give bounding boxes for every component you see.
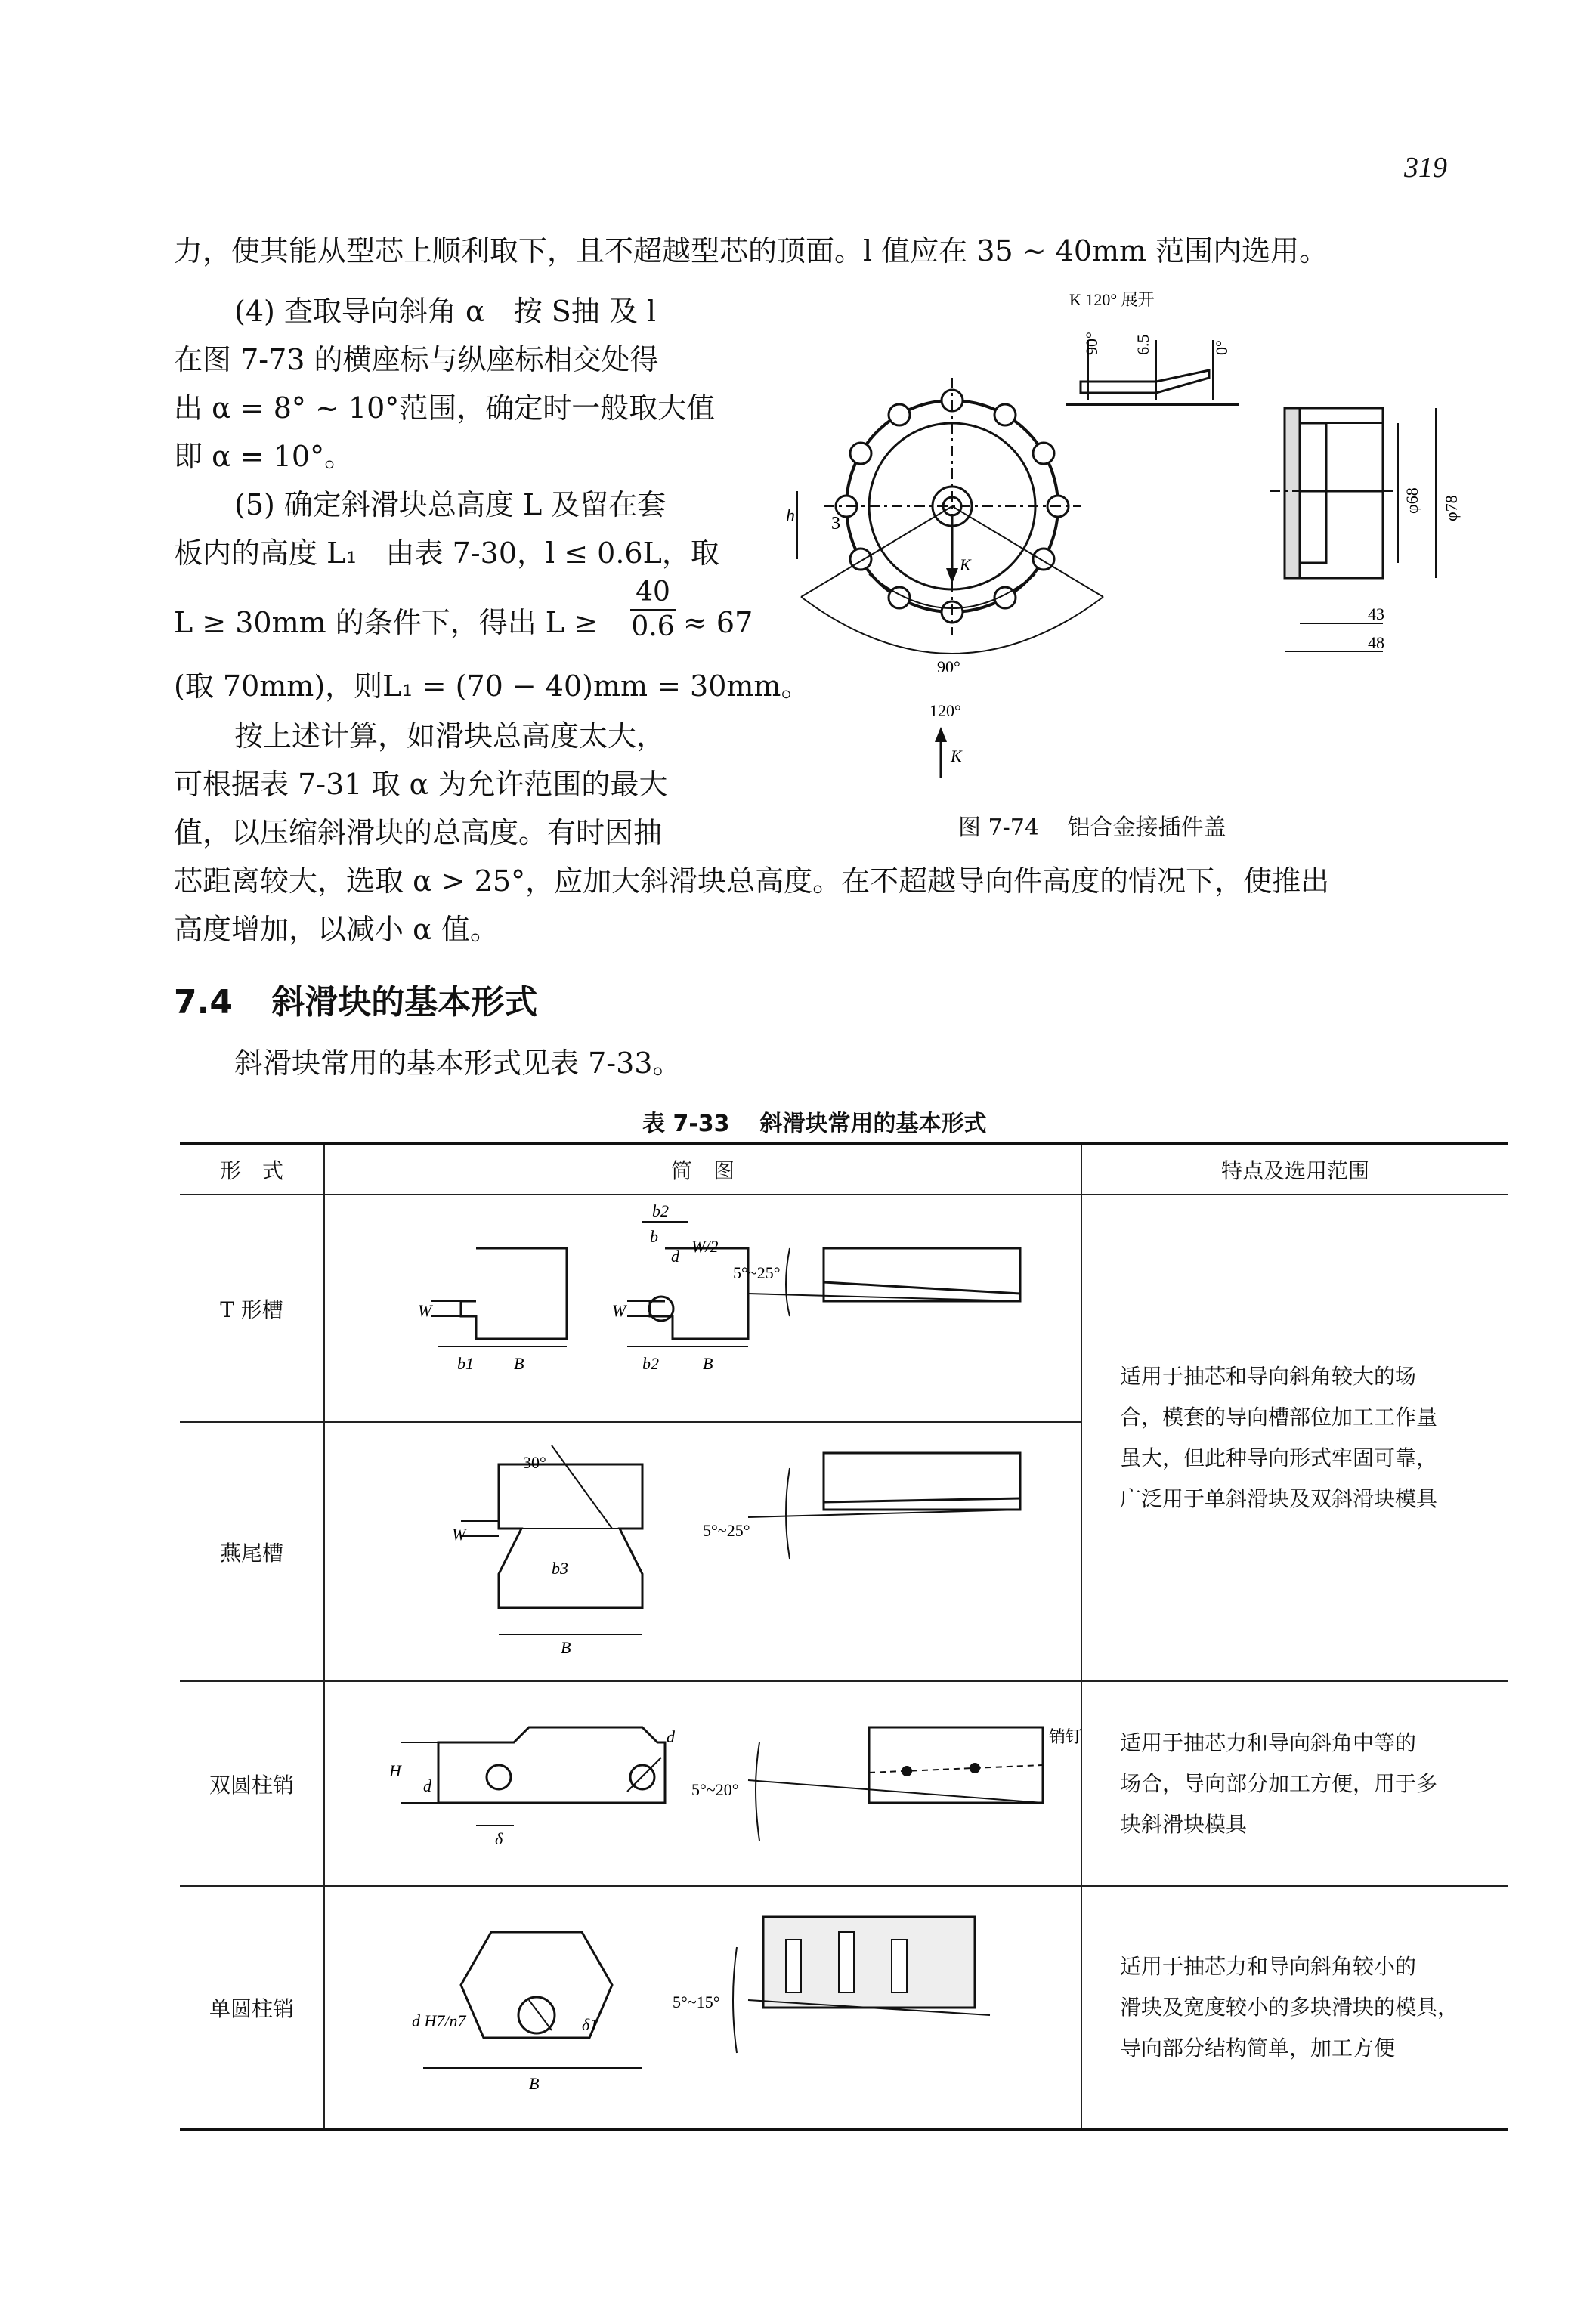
fig-label: h xyxy=(786,506,795,526)
paragraph-line: ≈ 67 xyxy=(683,606,753,639)
feature-line: 滑块及宽度较小的多块滑块的模具， xyxy=(1120,1994,1459,2020)
table-row xyxy=(180,1886,1508,2129)
diagram-label: δ xyxy=(495,1829,503,1848)
table-header: 简 图 xyxy=(324,1144,1081,1195)
diagram-label: b2 xyxy=(652,1201,669,1220)
fig-label: 0° xyxy=(1212,340,1231,355)
table-header-row xyxy=(180,1144,1508,1195)
diagram-label: W xyxy=(612,1301,626,1320)
feature-line: 适用于抽芯和导向斜角较大的场 xyxy=(1120,1364,1417,1389)
fig-label: K xyxy=(951,747,962,765)
paragraph-line: L ≥ 30mm 的条件下，得出 L ≥ xyxy=(174,606,598,639)
diagram-label: b3 xyxy=(552,1559,568,1578)
section-number: 7.4 xyxy=(174,983,233,1022)
table-row xyxy=(180,1681,1508,1886)
paragraph-line: 出 α = 8° ~ 10°范围，确定时一般取大值 xyxy=(174,391,716,425)
fig-label: 43 xyxy=(1368,604,1384,623)
fig-label: 6.5 xyxy=(1134,334,1152,355)
paragraph-line: (取 70mm)，则L₁ = (70 − 40)mm = 30mm。 xyxy=(174,669,810,703)
fig-label: 120° xyxy=(929,701,961,720)
diagram-label: W xyxy=(452,1525,466,1544)
feature-line: 适用于抽芯力和导向斜角中等的 xyxy=(1120,1730,1417,1755)
figure-caption xyxy=(958,808,1226,842)
diagram-label: B xyxy=(529,2074,540,2093)
paragraph-line: (4) 查取导向斜角 α 按 S抽 及 l xyxy=(234,295,657,328)
fig-label: 48 xyxy=(1368,633,1384,652)
table-header: 形 式 xyxy=(180,1144,324,1195)
double-pin-diagram xyxy=(325,1682,1081,1880)
fig-label: 90° xyxy=(937,657,960,676)
section-intro: 斜滑块常用的基本形式见表 7-33。 xyxy=(234,1046,682,1080)
table-caption-title: 斜滑块常用的基本形式 xyxy=(759,1111,987,1137)
fig-label: 3 xyxy=(831,514,840,533)
diagram-label: B xyxy=(561,1638,571,1657)
diagram-label: 5°~20° xyxy=(691,1780,739,1799)
feature-line: 合，模套的导向槽部位加工工作量 xyxy=(1120,1405,1438,1430)
features-cell xyxy=(1081,1681,1508,1886)
section-heading xyxy=(174,975,537,1023)
fraction xyxy=(630,576,676,644)
form-name: 燕尾槽 xyxy=(180,1422,324,1681)
form-name: 双圆柱销 xyxy=(180,1681,324,1886)
feature-line: 场合，导向部分加工方便，用于多 xyxy=(1120,1770,1438,1796)
feature-line: 导向部分结构简单，加工方便 xyxy=(1120,2035,1396,2060)
paragraph-line: 即 α = 10°。 xyxy=(174,440,354,473)
features-cell xyxy=(1081,1195,1508,1681)
fig-label: φ78 xyxy=(1442,495,1461,521)
paragraph-line: 可根据表 7-31 取 α 为允许范围的最大 xyxy=(174,768,668,801)
paragraph-line: 板内的高度 L₁ 由表 7-30，l ≤ 0.6L，取 xyxy=(174,536,719,570)
table-row xyxy=(180,1195,1508,1422)
paragraph-line: 芯距离较大，选取 α > 25°，应加大斜滑块总高度。在不超越导向件高度的情况下，使推出 xyxy=(174,864,1330,898)
t-slot-diagram xyxy=(325,1195,1081,1416)
diagram-dovetail xyxy=(324,1422,1081,1681)
diagram-label: δ1 xyxy=(582,2015,598,2034)
paragraph-line: 值，以压缩斜滑块的总高度。有时因抽 xyxy=(174,816,663,849)
diagram-label: 30° xyxy=(523,1453,546,1472)
fraction-numerator: 40 xyxy=(636,577,670,607)
paragraph-line: 高度增加，以减小 α 值。 xyxy=(174,913,499,946)
section-title: 斜滑块的基本形式 xyxy=(271,983,538,1022)
diagram-label: 销钉 xyxy=(1049,1727,1081,1746)
diagram-single-pin xyxy=(324,1886,1081,2129)
fig-label: φ68 xyxy=(1403,487,1421,514)
diagram-label: d xyxy=(671,1247,679,1266)
paragraph-line: 力，使其能从型芯上顺利取下，且不超越型芯的顶面。l 值应在 35 ~ 40mm 范围内选用。 xyxy=(174,234,1328,267)
single-pin-diagram xyxy=(325,1887,1081,2122)
diagram-label: 5°~25° xyxy=(703,1521,750,1540)
diagram-label: 5°~25° xyxy=(733,1263,781,1282)
diagram-double-pin xyxy=(324,1681,1081,1886)
section-view xyxy=(1270,408,1436,651)
feature-line: 虽大，但此种导向形式牢固可靠， xyxy=(1120,1445,1438,1470)
diagram-label: b xyxy=(650,1227,658,1246)
diagram-label: B xyxy=(514,1354,524,1373)
feature-line: 适用于抽芯力和导向斜角较小的 xyxy=(1120,1953,1417,1979)
form-name: 单圆柱销 xyxy=(180,1886,324,2129)
figure-caption-number: 图 7-74 xyxy=(958,815,1039,841)
diagram-label: W/2 xyxy=(691,1237,719,1256)
fraction-denominator: 0.6 xyxy=(630,609,676,644)
table-caption-number: 表 7-33 xyxy=(642,1111,730,1137)
paragraph-line: 在图 7-73 的横座标与纵座标相交处得 xyxy=(174,343,659,376)
diagram-t-slot xyxy=(324,1195,1081,1422)
diagram-label: H xyxy=(389,1761,401,1780)
paragraph-line: 按上述计算，如滑块总高度太大， xyxy=(234,719,666,753)
features-cell xyxy=(1081,1886,1508,2129)
diagram-label: b2 xyxy=(642,1354,659,1373)
figure-7-74 xyxy=(756,287,1511,808)
diagram-label: d xyxy=(423,1776,431,1795)
dovetail-diagram xyxy=(325,1423,1081,1675)
fig-label: K xyxy=(960,555,971,574)
diagram-label: d xyxy=(667,1727,675,1746)
fig-label: K 120° 展开 xyxy=(1069,290,1155,309)
fig-label: 90° xyxy=(1082,332,1101,355)
paragraph-line: (5) 确定斜滑块总高度 L 及留在套 xyxy=(234,488,667,521)
form-name: T 形槽 xyxy=(180,1195,324,1422)
diagram-label: B xyxy=(703,1354,713,1373)
figure-caption-text: 铝合金接插件盖 xyxy=(1067,815,1226,841)
feature-line: 广泛用于单斜滑块及双斜滑块模具 xyxy=(1120,1486,1438,1511)
gear-part xyxy=(797,378,1103,654)
diagram-label: W xyxy=(418,1301,432,1320)
table-7-33 xyxy=(180,1142,1508,2131)
diagram-label: 5°~15° xyxy=(673,1992,720,2011)
feature-line: 块斜滑块模具 xyxy=(1120,1811,1248,1837)
page-number: 319 xyxy=(1404,152,1447,184)
table-caption xyxy=(642,1105,1017,1138)
table-header: 特点及选用范围 xyxy=(1081,1144,1508,1195)
diagram-label: b1 xyxy=(457,1354,474,1373)
diagram-label: d H7/n7 xyxy=(412,2011,466,2030)
